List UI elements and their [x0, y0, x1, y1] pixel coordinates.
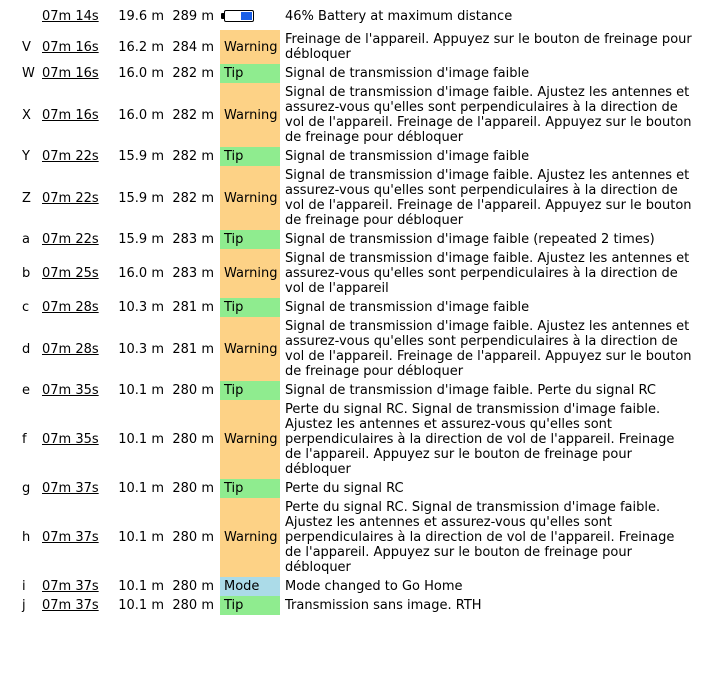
event-time-link[interactable]: 07m 16s [42, 66, 99, 81]
event-distance: 281 m [172, 341, 214, 357]
event-letter: g [22, 481, 31, 496]
event-type-tip: Tip [220, 596, 280, 615]
event-row [18, 381, 694, 400]
event-height: 15.9 m [118, 232, 164, 247]
event-message: 46% Battery at maximum distance [285, 8, 513, 24]
event-height: 16.2 m [118, 39, 164, 55]
event-height: 15.9 m [118, 190, 164, 206]
event-row [18, 577, 694, 596]
event-message: Freinage de l'appareil. Appuyez sur le bouton de freinage pour débloquer [285, 32, 692, 62]
event-time-cell [42, 498, 114, 577]
event-row [18, 30, 694, 64]
event-letter: W [22, 66, 35, 81]
event-type-tip: Tip [220, 479, 280, 498]
event-message: Signal de transmission d'image faible. Ajustez les antennes et assurez-vous qu'elles sont perpendiculaires à la direction de vol de l'appareil [285, 251, 690, 296]
event-message: Signal de transmission d'image faible. Ajustez les antennes et assurez-vous qu'elles sont perpendiculaires à la direction de vol de l'appareil. Freinage de l'appareil. Appuyez sur le bouton de freinage pour débloquer [285, 319, 692, 379]
event-distance: 283 m [172, 232, 214, 247]
event-row [18, 400, 694, 479]
event-letter [18, 2, 42, 30]
event-row [18, 64, 694, 83]
event-letter: e [22, 383, 30, 398]
event-height: 10.1 m [118, 579, 164, 594]
event-time-link[interactable]: 07m 35s [42, 383, 99, 398]
event-height: 15.9 m [118, 149, 164, 164]
event-type-warning: Warning [220, 166, 280, 230]
event-time-link[interactable]: 07m 37s [42, 598, 99, 613]
event-height: 16.0 m [118, 266, 164, 281]
event-height: 19.6 m [118, 8, 164, 24]
event-time-cell [42, 596, 114, 615]
event-type-warning: Warning [220, 249, 280, 298]
battery-event-row [18, 2, 694, 30]
event-time-link[interactable]: 07m 22s [42, 149, 99, 164]
event-type-tip: Tip [220, 298, 280, 317]
event-time-cell [42, 64, 114, 83]
event-distance: 280 m [172, 383, 214, 398]
event-message: Transmission sans image. RTH [285, 598, 482, 613]
event-time-cell [42, 577, 114, 596]
event-type-cell [220, 2, 280, 30]
event-time-cell [42, 83, 114, 147]
event-type-warning: Warning [220, 498, 280, 577]
event-time-cell [42, 381, 114, 400]
event-distance: 280 m [172, 481, 214, 496]
flight-events-table [18, 2, 694, 615]
event-message: Signal de transmission d'image faible (repeated 2 times) [285, 232, 655, 247]
event-message: Signal de transmission d'image faible [285, 300, 530, 315]
event-time-cell [42, 166, 114, 230]
event-type-warning: Warning [220, 30, 280, 64]
event-time-link[interactable]: 07m 16s [42, 107, 99, 123]
event-letter: V [22, 39, 31, 55]
event-time-link[interactable]: 07m 35s [42, 432, 99, 447]
event-time-link[interactable]: 07m 22s [42, 190, 99, 206]
event-row [18, 317, 694, 381]
event-time-link[interactable]: 07m 16s [42, 39, 99, 55]
flight-events-body [18, 2, 694, 615]
event-letter: a [22, 232, 30, 247]
event-distance: 281 m [172, 300, 214, 315]
event-distance: 280 m [172, 579, 214, 594]
event-height: 10.1 m [118, 598, 164, 613]
event-height: 10.1 m [118, 481, 164, 496]
event-type-warning: Warning [220, 83, 280, 147]
event-distance: 280 m [172, 598, 214, 613]
event-height: 16.0 m [118, 107, 164, 123]
battery-nub [221, 13, 224, 19]
event-type-warning: Warning [220, 400, 280, 479]
event-distance: 280 m [172, 432, 214, 447]
event-time-cell [42, 2, 114, 30]
event-time-link[interactable]: 07m 37s [42, 530, 99, 545]
event-distance: 284 m [172, 39, 214, 55]
event-time-cell [42, 147, 114, 166]
event-time-cell [42, 249, 114, 298]
event-row [18, 230, 694, 249]
event-type-warning: Warning [220, 317, 280, 381]
event-height: 16.0 m [118, 66, 164, 81]
event-type-mode: Mode [220, 577, 280, 596]
event-row [18, 83, 694, 147]
event-row [18, 498, 694, 577]
event-message: Signal de transmission d'image faible. Perte du signal RC [285, 383, 656, 398]
event-row [18, 596, 694, 615]
event-time-link[interactable]: 07m 37s [42, 481, 99, 496]
event-message: Perte du signal RC [285, 481, 404, 496]
event-height: 10.1 m [118, 383, 164, 398]
event-distance: 280 m [172, 530, 214, 545]
event-type-tip: Tip [220, 64, 280, 83]
event-letter: f [22, 432, 27, 447]
event-message: Signal de transmission d'image faible. Ajustez les antennes et assurez-vous qu'elles sont perpendiculaires à la direction de vol de l'appareil. Freinage de l'appareil. Appuyez sur le bouton de freinage pour débloquer [285, 85, 692, 145]
event-message: Signal de transmission d'image faible. Ajustez les antennes et assurez-vous qu'elles sont perpendiculaires à la direction de vol de l'appareil. Freinage de l'appareil. Appuyez sur le bouton de freinage pour débloquer [285, 168, 692, 228]
event-letter: h [22, 530, 31, 545]
event-row [18, 479, 694, 498]
event-type-tip: Tip [220, 230, 280, 249]
event-time-cell [42, 479, 114, 498]
event-distance: 282 m [172, 107, 214, 123]
event-message: Signal de transmission d'image faible [285, 66, 530, 81]
event-letter: Z [22, 190, 31, 206]
event-time-cell [42, 230, 114, 249]
event-time-link[interactable]: 07m 25s [42, 266, 99, 281]
event-type-tip: Tip [220, 381, 280, 400]
event-height: 10.3 m [118, 300, 164, 315]
event-time-cell [42, 30, 114, 64]
battery-icon [224, 10, 254, 22]
event-time-cell [42, 400, 114, 479]
event-row [18, 249, 694, 298]
event-time-link[interactable]: 07m 22s [42, 232, 99, 247]
event-distance: 282 m [172, 149, 214, 164]
event-letter: b [22, 266, 31, 281]
event-height: 10.1 m [118, 530, 164, 545]
event-message: Perte du signal RC. Signal de transmission d'image faible. Ajustez les antennes et assurez-vous qu'elles sont perpendiculaires à la direction de vol de l'appareil. Freinage de l'appareil. Appuyez sur le bouton de freinage pour débloquer [285, 402, 675, 477]
event-type-tip: Tip [220, 147, 280, 166]
event-distance: 282 m [172, 66, 214, 81]
event-time-link[interactable]: 07m 28s [42, 300, 99, 315]
event-distance: 282 m [172, 190, 214, 206]
battery-fill [241, 12, 252, 20]
event-time-cell [42, 298, 114, 317]
event-message: Mode changed to Go Home [285, 579, 463, 594]
event-height: 10.3 m [118, 341, 164, 357]
event-row [18, 298, 694, 317]
event-letter: i [22, 579, 26, 594]
event-letter: Y [22, 149, 30, 164]
event-message: Perte du signal RC. Signal de transmission d'image faible. Ajustez les antennes et assurez-vous qu'elles sont perpendiculaires à la direction de vol de l'appareil. Freinage de l'appareil. Appuyez sur le bouton de freinage pour débloquer [285, 500, 675, 575]
event-letter: c [22, 300, 30, 315]
event-time-link[interactable]: 07m 37s [42, 579, 99, 594]
event-distance: 283 m [172, 266, 214, 281]
event-letter: j [22, 598, 26, 613]
event-letter: X [22, 107, 31, 123]
event-time-cell [42, 317, 114, 381]
event-row [18, 166, 694, 230]
event-letter: d [22, 341, 31, 357]
event-message: Signal de transmission d'image faible [285, 149, 530, 164]
event-time-link[interactable]: 07m 28s [42, 341, 99, 357]
event-distance: 289 m [172, 8, 214, 24]
event-row [18, 147, 694, 166]
event-height: 10.1 m [118, 432, 164, 447]
event-time-link[interactable]: 07m 14s [42, 8, 99, 24]
